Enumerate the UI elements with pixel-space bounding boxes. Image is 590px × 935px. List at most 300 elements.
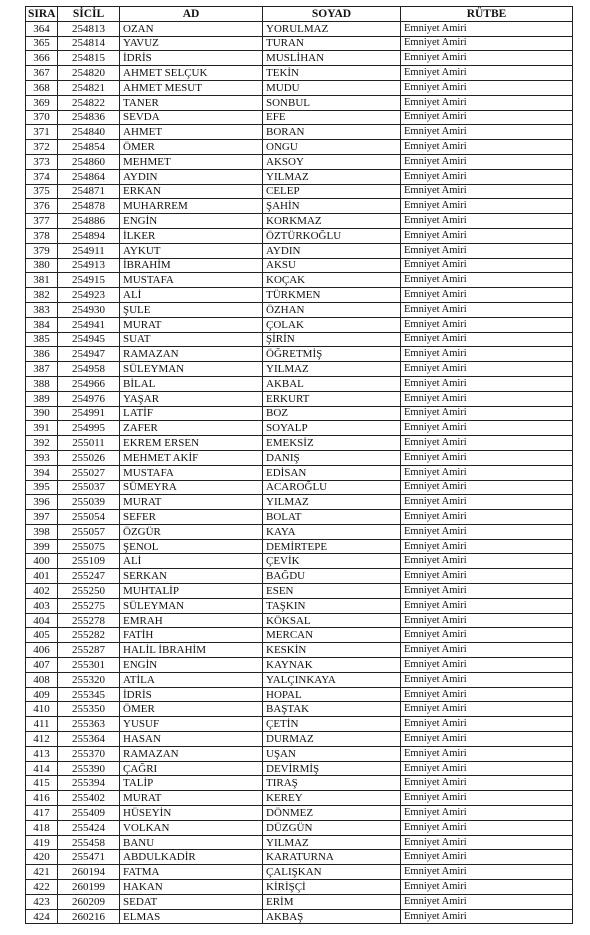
table-row <box>26 687 573 702</box>
table-row <box>26 125 573 140</box>
cell-sira: 364 <box>26 21 58 36</box>
cell-ad: VOLKAN <box>120 820 263 835</box>
cell-sira: 392 <box>26 436 58 451</box>
cell-sira: 403 <box>26 598 58 613</box>
cell-sira: 371 <box>26 125 58 140</box>
cell-sicil: 255057 <box>58 524 120 539</box>
cell-ad: ÇAĞRI <box>120 761 263 776</box>
cell-rutbe: Emniyet Amiri <box>401 584 573 599</box>
cell-soyad: AKSU <box>263 258 401 273</box>
cell-rutbe: Emniyet Amiri <box>401 125 573 140</box>
cell-sicil: 254923 <box>58 288 120 303</box>
cell-sicil: 255402 <box>58 791 120 806</box>
cell-sira: 373 <box>26 154 58 169</box>
cell-soyad: DEVİRMİŞ <box>263 761 401 776</box>
cell-sicil: 255390 <box>58 761 120 776</box>
cell-soyad: ÖZHAN <box>263 302 401 317</box>
cell-ad: HÜSEYİN <box>120 806 263 821</box>
table-header-row <box>26 7 573 22</box>
cell-soyad: BAŞTAK <box>263 702 401 717</box>
cell-sira: 369 <box>26 95 58 110</box>
cell-sira: 411 <box>26 717 58 732</box>
cell-sira: 389 <box>26 391 58 406</box>
cell-rutbe: Emniyet Amiri <box>401 776 573 791</box>
table-row <box>26 258 573 273</box>
cell-sira: 400 <box>26 554 58 569</box>
cell-sicil: 254886 <box>58 214 120 229</box>
cell-sicil: 255026 <box>58 450 120 465</box>
cell-sira: 385 <box>26 332 58 347</box>
cell-sicil: 255054 <box>58 510 120 525</box>
cell-ad: AHMET MESUT <box>120 80 263 95</box>
cell-sira: 393 <box>26 450 58 465</box>
cell-sira: 367 <box>26 66 58 81</box>
table-row <box>26 95 573 110</box>
cell-soyad: BOLAT <box>263 510 401 525</box>
cell-rutbe: Emniyet Amiri <box>401 613 573 628</box>
cell-rutbe: Emniyet Amiri <box>401 288 573 303</box>
cell-rutbe: Emniyet Amiri <box>401 436 573 451</box>
cell-sicil: 254894 <box>58 228 120 243</box>
cell-rutbe: Emniyet Amiri <box>401 598 573 613</box>
cell-sicil: 254941 <box>58 317 120 332</box>
table-row <box>26 436 573 451</box>
cell-ad: İDRİS <box>120 687 263 702</box>
cell-sira: 415 <box>26 776 58 791</box>
cell-ad: YAVUZ <box>120 36 263 51</box>
table-row <box>26 154 573 169</box>
cell-sicil: 254822 <box>58 95 120 110</box>
cell-sicil: 255471 <box>58 850 120 865</box>
cell-ad: ENGİN <box>120 214 263 229</box>
cell-sira: 405 <box>26 628 58 643</box>
cell-sicil: 260194 <box>58 865 120 880</box>
cell-rutbe: Emniyet Amiri <box>401 791 573 806</box>
cell-sira: 386 <box>26 347 58 362</box>
cell-rutbe: Emniyet Amiri <box>401 51 573 66</box>
cell-rutbe: Emniyet Amiri <box>401 154 573 169</box>
cell-sicil: 255037 <box>58 480 120 495</box>
cell-ad: FATİH <box>120 628 263 643</box>
cell-soyad: BAĞDU <box>263 569 401 584</box>
cell-sira: 382 <box>26 288 58 303</box>
cell-sicil: 254947 <box>58 347 120 362</box>
cell-sira: 391 <box>26 421 58 436</box>
table-row <box>26 184 573 199</box>
cell-soyad: DANIŞ <box>263 450 401 465</box>
cell-sira: 384 <box>26 317 58 332</box>
column-header-sicil: SİCİL <box>58 7 120 22</box>
cell-rutbe: Emniyet Amiri <box>401 865 573 880</box>
table-row <box>26 761 573 776</box>
cell-rutbe: Emniyet Amiri <box>401 510 573 525</box>
cell-rutbe: Emniyet Amiri <box>401 569 573 584</box>
cell-ad: AHMET SELÇUK <box>120 66 263 81</box>
cell-ad: ABDULKADİR <box>120 850 263 865</box>
table-row <box>26 569 573 584</box>
cell-ad: SÜMEYRA <box>120 480 263 495</box>
cell-rutbe: Emniyet Amiri <box>401 317 573 332</box>
cell-sira: 396 <box>26 495 58 510</box>
cell-sira: 387 <box>26 362 58 377</box>
cell-rutbe: Emniyet Amiri <box>401 643 573 658</box>
cell-sicil: 254911 <box>58 243 120 258</box>
cell-rutbe: Emniyet Amiri <box>401 554 573 569</box>
cell-soyad: YILMAZ <box>263 835 401 850</box>
cell-sira: 368 <box>26 80 58 95</box>
cell-soyad: ÖZTÜRKOĞLU <box>263 228 401 243</box>
cell-rutbe: Emniyet Amiri <box>401 495 573 510</box>
cell-ad: LATİF <box>120 406 263 421</box>
cell-ad: ŞULE <box>120 302 263 317</box>
cell-soyad: CELEP <box>263 184 401 199</box>
cell-soyad: KİRİŞÇİ <box>263 880 401 895</box>
cell-ad: SEDAT <box>120 894 263 909</box>
cell-ad: MURAT <box>120 791 263 806</box>
table-row <box>26 421 573 436</box>
cell-sira: 388 <box>26 376 58 391</box>
cell-soyad: MUDU <box>263 80 401 95</box>
table-row <box>26 598 573 613</box>
cell-sira: 398 <box>26 524 58 539</box>
table-row <box>26 554 573 569</box>
cell-sira: 381 <box>26 273 58 288</box>
table-row <box>26 465 573 480</box>
cell-sicil: 255370 <box>58 746 120 761</box>
cell-rutbe: Emniyet Amiri <box>401 524 573 539</box>
cell-sira: 413 <box>26 746 58 761</box>
cell-soyad: ERKURT <box>263 391 401 406</box>
cell-sira: 377 <box>26 214 58 229</box>
cell-soyad: TURAN <box>263 36 401 51</box>
cell-rutbe: Emniyet Amiri <box>401 21 573 36</box>
cell-sira: 366 <box>26 51 58 66</box>
cell-sira: 404 <box>26 613 58 628</box>
cell-ad: OZAN <box>120 21 263 36</box>
cell-soyad: KEREY <box>263 791 401 806</box>
cell-sicil: 255345 <box>58 687 120 702</box>
cell-soyad: UŞAN <box>263 746 401 761</box>
cell-sira: 394 <box>26 465 58 480</box>
cell-rutbe: Emniyet Amiri <box>401 199 573 214</box>
cell-sicil: 254966 <box>58 376 120 391</box>
table-row <box>26 214 573 229</box>
cell-ad: HAKAN <box>120 880 263 895</box>
cell-sicil: 255287 <box>58 643 120 658</box>
cell-sira: 402 <box>26 584 58 599</box>
table-row <box>26 850 573 865</box>
table-row <box>26 362 573 377</box>
cell-sira: 390 <box>26 406 58 421</box>
cell-ad: MURAT <box>120 317 263 332</box>
cell-sicil: 260216 <box>58 909 120 924</box>
cell-ad: ŞENOL <box>120 539 263 554</box>
cell-sira: 414 <box>26 761 58 776</box>
cell-sira: 408 <box>26 672 58 687</box>
cell-soyad: YILMAZ <box>263 362 401 377</box>
cell-soyad: DÜZGÜN <box>263 820 401 835</box>
cell-soyad: DURMAZ <box>263 732 401 747</box>
cell-sicil: 254840 <box>58 125 120 140</box>
cell-rutbe: Emniyet Amiri <box>401 480 573 495</box>
cell-rutbe: Emniyet Amiri <box>401 820 573 835</box>
cell-sicil: 254991 <box>58 406 120 421</box>
cell-sicil: 255027 <box>58 465 120 480</box>
cell-soyad: AKSOY <box>263 154 401 169</box>
cell-rutbe: Emniyet Amiri <box>401 806 573 821</box>
cell-rutbe: Emniyet Amiri <box>401 702 573 717</box>
table-row <box>26 776 573 791</box>
cell-ad: YUSUF <box>120 717 263 732</box>
cell-soyad: KAYA <box>263 524 401 539</box>
cell-ad: EKREM ERSEN <box>120 436 263 451</box>
table-row <box>26 835 573 850</box>
cell-ad: HASAN <box>120 732 263 747</box>
cell-rutbe: Emniyet Amiri <box>401 66 573 81</box>
cell-soyad: AKBAL <box>263 376 401 391</box>
cell-sicil: 255350 <box>58 702 120 717</box>
cell-sira: 421 <box>26 865 58 880</box>
cell-sira: 422 <box>26 880 58 895</box>
cell-sicil: 254871 <box>58 184 120 199</box>
cell-sira: 412 <box>26 732 58 747</box>
cell-ad: SEVDA <box>120 110 263 125</box>
cell-rutbe: Emniyet Amiri <box>401 746 573 761</box>
cell-sira: 407 <box>26 658 58 673</box>
cell-ad: MUSTAFA <box>120 465 263 480</box>
cell-soyad: TEKİN <box>263 66 401 81</box>
cell-sicil: 255394 <box>58 776 120 791</box>
cell-rutbe: Emniyet Amiri <box>401 687 573 702</box>
table-row <box>26 110 573 125</box>
cell-sicil: 255363 <box>58 717 120 732</box>
cell-sicil: 254913 <box>58 258 120 273</box>
cell-sira: 365 <box>26 36 58 51</box>
table-row <box>26 199 573 214</box>
cell-soyad: AKBAŞ <box>263 909 401 924</box>
table-row <box>26 746 573 761</box>
table-row <box>26 243 573 258</box>
cell-soyad: SONBUL <box>263 95 401 110</box>
cell-sicil: 254995 <box>58 421 120 436</box>
cell-sira: 395 <box>26 480 58 495</box>
cell-rutbe: Emniyet Amiri <box>401 761 573 776</box>
table-row <box>26 524 573 539</box>
cell-soyad: ŞAHİN <box>263 199 401 214</box>
cell-soyad: YILMAZ <box>263 495 401 510</box>
table-row <box>26 658 573 673</box>
cell-rutbe: Emniyet Amiri <box>401 362 573 377</box>
cell-sicil: 255282 <box>58 628 120 643</box>
cell-soyad: KAYNAK <box>263 658 401 673</box>
cell-soyad: HOPAL <box>263 687 401 702</box>
cell-sicil: 254864 <box>58 169 120 184</box>
cell-soyad: SOYALP <box>263 421 401 436</box>
cell-sicil: 254976 <box>58 391 120 406</box>
cell-rutbe: Emniyet Amiri <box>401 450 573 465</box>
cell-sira: 379 <box>26 243 58 258</box>
cell-sira: 370 <box>26 110 58 125</box>
cell-sicil: 260209 <box>58 894 120 909</box>
table-row <box>26 317 573 332</box>
cell-ad: SUAT <box>120 332 263 347</box>
cell-rutbe: Emniyet Amiri <box>401 850 573 865</box>
cell-rutbe: Emniyet Amiri <box>401 140 573 155</box>
cell-sicil: 254820 <box>58 66 120 81</box>
cell-ad: ÖMER <box>120 140 263 155</box>
cell-rutbe: Emniyet Amiri <box>401 909 573 924</box>
table-row <box>26 51 573 66</box>
cell-rutbe: Emniyet Amiri <box>401 376 573 391</box>
table-row <box>26 406 573 421</box>
cell-rutbe: Emniyet Amiri <box>401 391 573 406</box>
cell-sira: 372 <box>26 140 58 155</box>
table-row <box>26 894 573 909</box>
cell-sira: 378 <box>26 228 58 243</box>
cell-sicil: 254815 <box>58 51 120 66</box>
cell-soyad: TAŞKIN <box>263 598 401 613</box>
cell-sicil: 254813 <box>58 21 120 36</box>
cell-soyad: YALÇINKAYA <box>263 672 401 687</box>
cell-soyad: YORULMAZ <box>263 21 401 36</box>
cell-sicil: 254930 <box>58 302 120 317</box>
cell-ad: EMRAH <box>120 613 263 628</box>
cell-sicil: 255011 <box>58 436 120 451</box>
cell-soyad: BOZ <box>263 406 401 421</box>
table-row <box>26 347 573 362</box>
cell-soyad: MUSLİHAN <box>263 51 401 66</box>
cell-sicil: 254878 <box>58 199 120 214</box>
cell-rutbe: Emniyet Amiri <box>401 539 573 554</box>
cell-rutbe: Emniyet Amiri <box>401 243 573 258</box>
cell-sira: 380 <box>26 258 58 273</box>
table-row <box>26 791 573 806</box>
cell-ad: ÖZGÜR <box>120 524 263 539</box>
cell-soyad: ACAROĞLU <box>263 480 401 495</box>
cell-ad: HALİL İBRAHİM <box>120 643 263 658</box>
cell-ad: AHMET <box>120 125 263 140</box>
cell-soyad: ESEN <box>263 584 401 599</box>
cell-soyad: ÖĞRETMİŞ <box>263 347 401 362</box>
cell-sicil: 255458 <box>58 835 120 850</box>
table-row <box>26 806 573 821</box>
table-row <box>26 495 573 510</box>
cell-rutbe: Emniyet Amiri <box>401 36 573 51</box>
cell-sicil: 254860 <box>58 154 120 169</box>
cell-sicil: 255278 <box>58 613 120 628</box>
cell-sira: 418 <box>26 820 58 835</box>
cell-ad: RAMAZAN <box>120 347 263 362</box>
cell-soyad: BORAN <box>263 125 401 140</box>
cell-soyad: ÇOLAK <box>263 317 401 332</box>
cell-sicil: 260199 <box>58 880 120 895</box>
table-row <box>26 80 573 95</box>
table-row <box>26 909 573 924</box>
cell-ad: İDRİS <box>120 51 263 66</box>
table-row <box>26 36 573 51</box>
cell-soyad: KÖKSAL <box>263 613 401 628</box>
cell-ad: ELMAS <box>120 909 263 924</box>
cell-rutbe: Emniyet Amiri <box>401 169 573 184</box>
cell-rutbe: Emniyet Amiri <box>401 80 573 95</box>
cell-sicil: 255424 <box>58 820 120 835</box>
cell-sicil: 255409 <box>58 806 120 821</box>
cell-soyad: MERCAN <box>263 628 401 643</box>
cell-ad: MEHMET AKİF <box>120 450 263 465</box>
cell-rutbe: Emniyet Amiri <box>401 628 573 643</box>
cell-sicil: 255250 <box>58 584 120 599</box>
cell-ad: MUSTAFA <box>120 273 263 288</box>
cell-soyad: DEMİRTEPE <box>263 539 401 554</box>
cell-sicil: 254854 <box>58 140 120 155</box>
table-row <box>26 717 573 732</box>
personnel-table <box>25 6 573 924</box>
cell-ad: ENGİN <box>120 658 263 673</box>
cell-sira: 419 <box>26 835 58 850</box>
cell-ad: YAŞAR <box>120 391 263 406</box>
table-row <box>26 169 573 184</box>
cell-rutbe: Emniyet Amiri <box>401 184 573 199</box>
table-row <box>26 702 573 717</box>
cell-ad: RAMAZAN <box>120 746 263 761</box>
table-row <box>26 672 573 687</box>
cell-soyad: KESKİN <box>263 643 401 658</box>
cell-soyad: EMEKSİZ <box>263 436 401 451</box>
cell-rutbe: Emniyet Amiri <box>401 421 573 436</box>
cell-sicil: 255364 <box>58 732 120 747</box>
table-row <box>26 450 573 465</box>
cell-sira: 399 <box>26 539 58 554</box>
cell-ad: BANU <box>120 835 263 850</box>
cell-sira: 406 <box>26 643 58 658</box>
cell-ad: TANER <box>120 95 263 110</box>
cell-soyad: TÜRKMEN <box>263 288 401 303</box>
column-header-soyad: SOYAD <box>263 7 401 22</box>
cell-ad: SÜLEYMAN <box>120 362 263 377</box>
table-row <box>26 273 573 288</box>
cell-soyad: KORKMAZ <box>263 214 401 229</box>
cell-rutbe: Emniyet Amiri <box>401 258 573 273</box>
cell-soyad: ŞİRİN <box>263 332 401 347</box>
cell-rutbe: Emniyet Amiri <box>401 273 573 288</box>
cell-ad: FATMA <box>120 865 263 880</box>
cell-rutbe: Emniyet Amiri <box>401 95 573 110</box>
table-row <box>26 332 573 347</box>
column-header-sira: SIRA <box>26 7 58 22</box>
cell-ad: MUHARREM <box>120 199 263 214</box>
cell-rutbe: Emniyet Amiri <box>401 880 573 895</box>
cell-sicil: 254915 <box>58 273 120 288</box>
cell-rutbe: Emniyet Amiri <box>401 835 573 850</box>
table-row <box>26 820 573 835</box>
cell-ad: SERKAN <box>120 569 263 584</box>
table-row <box>26 376 573 391</box>
cell-ad: AYKUT <box>120 243 263 258</box>
cell-ad: İBRAHİM <box>120 258 263 273</box>
table-row <box>26 21 573 36</box>
table-row <box>26 66 573 81</box>
cell-rutbe: Emniyet Amiri <box>401 465 573 480</box>
cell-ad: ERKAN <box>120 184 263 199</box>
table-row <box>26 613 573 628</box>
cell-ad: ALİ <box>120 288 263 303</box>
cell-sicil: 254821 <box>58 80 120 95</box>
cell-rutbe: Emniyet Amiri <box>401 672 573 687</box>
cell-soyad: YILMAZ <box>263 169 401 184</box>
cell-ad: İLKER <box>120 228 263 243</box>
table-body <box>26 21 573 924</box>
cell-soyad: AYDIN <box>263 243 401 258</box>
